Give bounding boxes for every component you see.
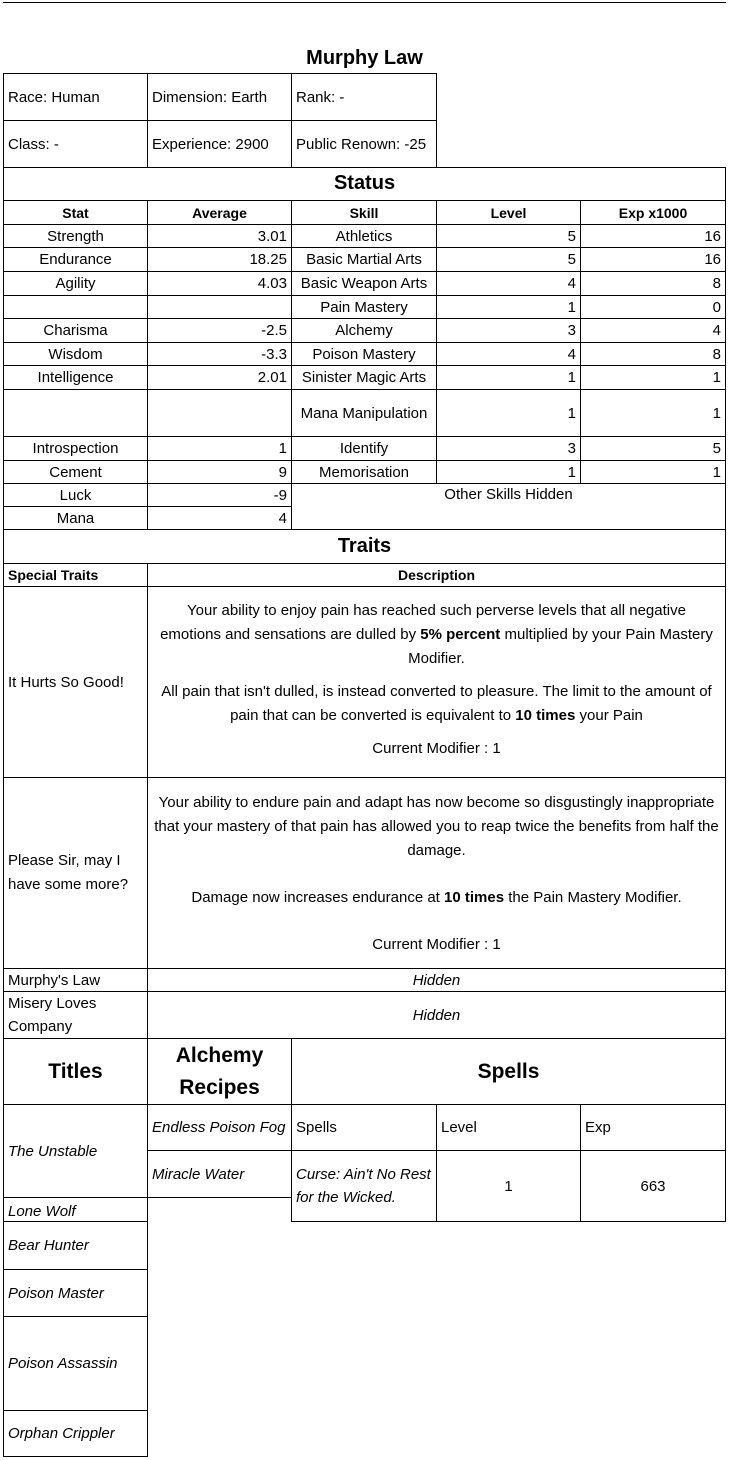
stat-average bbox=[147, 389, 292, 437]
trait-name: Please Sir, may I have some more? bbox=[3, 777, 148, 969]
trait-modifier: Current Modifier : 1 bbox=[372, 740, 501, 757]
titles-heading: Titles bbox=[3, 1038, 148, 1105]
skill-name: Athletics bbox=[291, 224, 437, 248]
skill-exp: 16 bbox=[580, 247, 726, 272]
traits-header-description: Description bbox=[147, 563, 726, 587]
experience-cell: Experience: 2900 bbox=[147, 120, 292, 168]
stat-name: Charisma bbox=[3, 318, 148, 343]
skill-level: 3 bbox=[436, 436, 581, 461]
skill-level: 1 bbox=[436, 365, 581, 390]
title-item: Poison Assassin bbox=[3, 1316, 148, 1411]
title-item: Bear Hunter bbox=[3, 1221, 148, 1270]
status-header-skill: Skill bbox=[291, 200, 437, 225]
skill-exp: 8 bbox=[580, 342, 726, 366]
spell-name: Curse: Ain't No Rest for the Wicked. bbox=[291, 1150, 437, 1222]
stat-average: -3.3 bbox=[147, 342, 292, 366]
skill-exp: 0 bbox=[580, 295, 726, 319]
stat-name bbox=[3, 295, 148, 319]
trait-paragraph: All pain that isn't dulled, is instead converted to pleasure. The limit to the amount of pain that can be converted is equivalent to 10 times your Pain bbox=[161, 683, 712, 724]
trait-paragraph: Your ability to endure pain and adapt has now become so disgustingly inappropriate that your mastery of that pain has allowed you to reap twice the benefits from half the damage. bbox=[154, 794, 719, 859]
status-header-stat: Stat bbox=[3, 200, 148, 225]
skill-level: 4 bbox=[436, 342, 581, 366]
top-rule bbox=[3, 2, 726, 3]
stat-average: 1 bbox=[147, 436, 292, 461]
spells-header-name: Spells bbox=[291, 1104, 437, 1151]
class-cell: Class: - bbox=[3, 120, 148, 168]
stat-name: Endurance bbox=[3, 247, 148, 272]
status-heading: Status bbox=[3, 167, 726, 201]
title-item: Orphan Crippler bbox=[3, 1410, 148, 1457]
spell-level: 1 bbox=[436, 1150, 581, 1222]
skill-exp: 8 bbox=[580, 271, 726, 296]
stat-average bbox=[147, 295, 292, 319]
skill-level: 3 bbox=[436, 318, 581, 343]
skill-name: Identify bbox=[291, 436, 437, 461]
stat-name bbox=[3, 389, 148, 437]
traits-header-name: Special Traits bbox=[3, 563, 148, 587]
skill-exp: 5 bbox=[580, 436, 726, 461]
stat-name: Introspection bbox=[3, 436, 148, 461]
spells-heading: Spells bbox=[291, 1038, 726, 1105]
stat-name: Luck bbox=[3, 483, 148, 507]
skill-exp: 1 bbox=[580, 365, 726, 390]
trait-modifier: Current Modifier : 1 bbox=[372, 936, 501, 953]
stat-average: -9 bbox=[147, 483, 292, 507]
skill-name: Basic Martial Arts bbox=[291, 247, 437, 272]
title-item: The Unstable bbox=[3, 1104, 148, 1198]
skill-level: 1 bbox=[436, 389, 581, 437]
skill-level: 5 bbox=[436, 247, 581, 272]
skill-name: Poison Mastery bbox=[291, 342, 437, 366]
stat-average: -2.5 bbox=[147, 318, 292, 343]
status-header-average: Average bbox=[147, 200, 292, 225]
page-title: Murphy Law bbox=[306, 46, 423, 69]
stat-name: Agility bbox=[3, 271, 148, 296]
skill-exp: 16 bbox=[580, 224, 726, 248]
stat-name: Intelligence bbox=[3, 365, 148, 390]
stat-name: Strength bbox=[3, 224, 148, 248]
skill-exp: 4 bbox=[580, 318, 726, 343]
trait-description: Hidden bbox=[147, 968, 726, 992]
skill-level: 1 bbox=[436, 295, 581, 319]
other-skills-hidden: Other Skills Hidden bbox=[291, 483, 726, 530]
status-header-exp: Exp x1000 bbox=[580, 200, 726, 225]
stat-name: Wisdom bbox=[3, 342, 148, 366]
spells-header-exp: Exp bbox=[580, 1104, 726, 1151]
trait-paragraph: Damage now increases endurance at 10 times the Pain Mastery Modifier. bbox=[191, 889, 682, 906]
spells-header-level: Level bbox=[436, 1104, 581, 1151]
skill-level: 5 bbox=[436, 224, 581, 248]
skill-name: Pain Mastery bbox=[291, 295, 437, 319]
stat-average: 2.01 bbox=[147, 365, 292, 390]
skill-name: Memorisation bbox=[291, 460, 437, 484]
traits-heading: Traits bbox=[3, 529, 726, 564]
trait-description: Hidden bbox=[147, 991, 726, 1039]
spell-exp: 663 bbox=[580, 1150, 726, 1222]
dimension-cell: Dimension: Earth bbox=[147, 73, 292, 121]
stat-average: 4.03 bbox=[147, 271, 292, 296]
status-header-level: Level bbox=[436, 200, 581, 225]
skill-exp: 1 bbox=[580, 460, 726, 484]
trait-description bbox=[147, 586, 726, 778]
skill-level: 4 bbox=[436, 271, 581, 296]
stat-average: 18.25 bbox=[147, 247, 292, 272]
recipes-heading: Alchemy Recipes bbox=[147, 1038, 292, 1105]
stat-name: Mana bbox=[3, 506, 148, 530]
stat-name: Cement bbox=[3, 460, 148, 484]
title-item: Poison Master bbox=[3, 1269, 148, 1317]
skill-name: Basic Weapon Arts bbox=[291, 271, 437, 296]
race-cell: Race: Human bbox=[3, 73, 148, 121]
stat-average: 9 bbox=[147, 460, 292, 484]
skill-exp: 1 bbox=[580, 389, 726, 437]
stat-average: 4 bbox=[147, 506, 292, 530]
trait-name: Misery Loves Company bbox=[3, 991, 148, 1039]
skill-name: Mana Manipulation bbox=[291, 389, 437, 437]
rank-cell: Rank: - bbox=[291, 73, 437, 121]
skill-name: Alchemy bbox=[291, 318, 437, 343]
trait-description bbox=[147, 777, 726, 969]
skill-level: 1 bbox=[436, 460, 581, 484]
trait-paragraph: Your ability to enjoy pain has reached such perverse levels that all negative emotions and sensations are dulled by 5% percent multiplied by your Pain Mastery Modifier. bbox=[160, 602, 713, 667]
trait-name: Murphy's Law bbox=[3, 968, 148, 992]
recipe-item: Endless Poison Fog bbox=[147, 1104, 292, 1151]
renown-cell: Public Renown: -25 bbox=[291, 120, 437, 168]
title-item: Lone Wolf bbox=[3, 1197, 148, 1222]
skill-name: Sinister Magic Arts bbox=[291, 365, 437, 390]
recipe-item: Miracle Water bbox=[147, 1150, 292, 1198]
stat-average: 3.01 bbox=[147, 224, 292, 248]
trait-name: It Hurts So Good! bbox=[3, 586, 148, 778]
